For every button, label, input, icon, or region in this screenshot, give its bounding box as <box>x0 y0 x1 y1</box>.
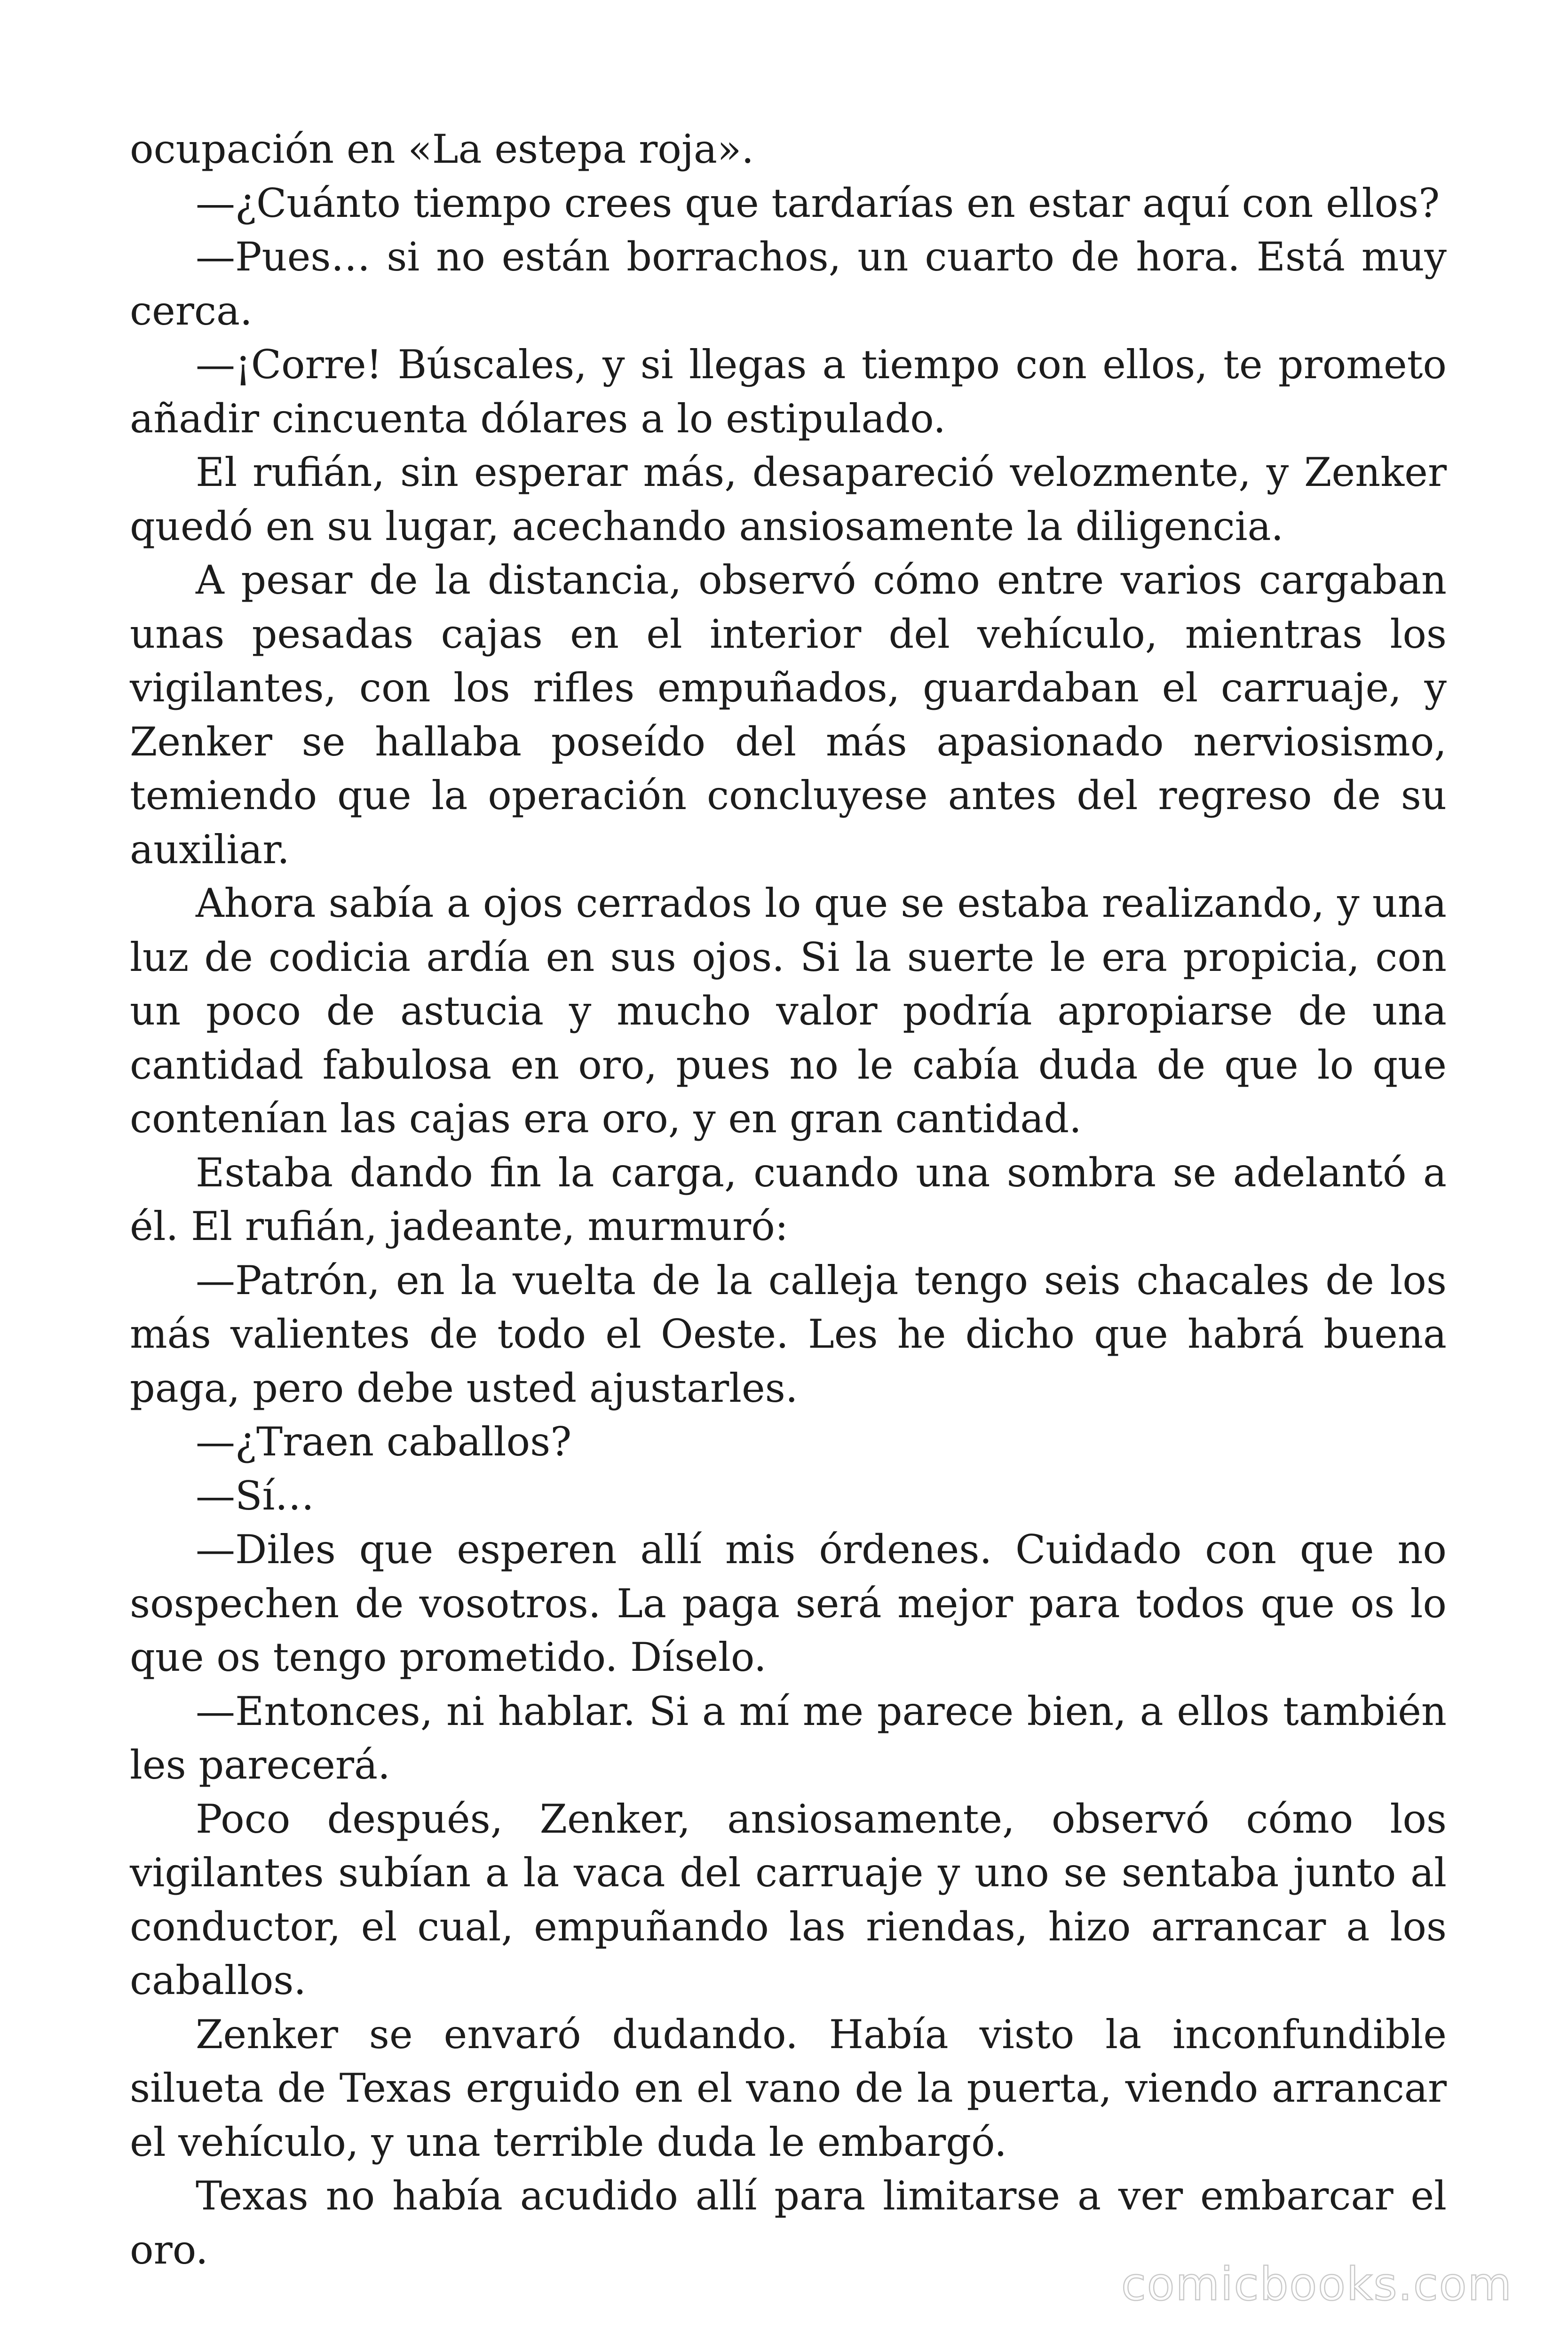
paragraph: Zenker se envaró dudando. Había visto la inconfundible silueta de Texas erguido en el vano de la puerta, viendo arrancar el vehículo, y una terrible duda le embargó. <box>130 2011 1447 2165</box>
paragraph: ocupación en «La estepa roja». <box>130 126 754 172</box>
watermark-text: comicbooks.com <box>1121 2258 1513 2311</box>
paragraph: Texas no había acudido allí para limitarse a ver embarcar el oro. <box>130 2173 1447 2273</box>
paragraph: —Patrón, en la vuelta de la calleja tengo seis chacales de los más valientes de todo el Oeste. Les he dicho que habrá buena paga, pero debe usted ajustarles. <box>130 1257 1447 1411</box>
paragraph: —¡Corre! Búscales, y si llegas a tiempo con ellos, te prometo añadir cincuenta dólares a lo estipulado. <box>130 342 1447 442</box>
paragraph: —¿Cuánto tiempo crees que tardarías en estar aquí con ellos? <box>196 180 1440 226</box>
book-page-text <box>130 122 1447 2277</box>
paragraph: —¿Traen caballos? <box>196 1419 572 1465</box>
paragraph: —Diles que esperen allí mis órdenes. Cuidado con que no sospechen de vosotros. La paga será mejor para todos que os lo que os tengo prometido. Díselo. <box>130 1526 1447 1680</box>
paragraph: —Entonces, ni hablar. Si a mí me parece bien, a ellos también les parecerá. <box>130 1688 1447 1788</box>
paragraph: A pesar de la distancia, observó cómo entre varios cargaban unas pesadas cajas en el interior del vehículo, mientras los vigilantes, con los rifles empuñados, guardaban el carruaje, y Zenker se hallaba poseído del más apasionado nerviosismo, temiendo que la operación concluyese antes del regreso de su auxiliar. <box>130 557 1447 873</box>
paragraph: Estaba dando fin la carga, cuando una sombra se adelantó a él. El rufián, jadeante, murmuró: <box>130 1149 1447 1249</box>
paragraph: El rufián, sin esperar más, desapareció velozmente, y Zenker quedó en su lugar, acechando ansiosamente la diligencia. <box>130 449 1447 549</box>
paragraph: —Sí… <box>196 1472 315 1519</box>
paragraph: —Pues… si no están borrachos, un cuarto de hora. Está muy cerca. <box>130 234 1447 334</box>
paragraph: Poco después, Zenker, ansiosamente, observó cómo los vigilantes subían a la vaca del carruaje y uno se sentaba junto al conductor, el cual, empuñando las riendas, hizo arrancar a los caballos. <box>130 1796 1447 2003</box>
paragraph: Ahora sabía a ojos cerrados lo que se estaba realizando, y una luz de codicia ardía en sus ojos. Si la suerte le era propicia, con un poco de astucia y mucho valor podría apropiarse de una cantidad fabulosa en oro, pues no le cabía duda de que lo que contenían las cajas era oro, y en gran cantidad. <box>130 880 1447 1142</box>
